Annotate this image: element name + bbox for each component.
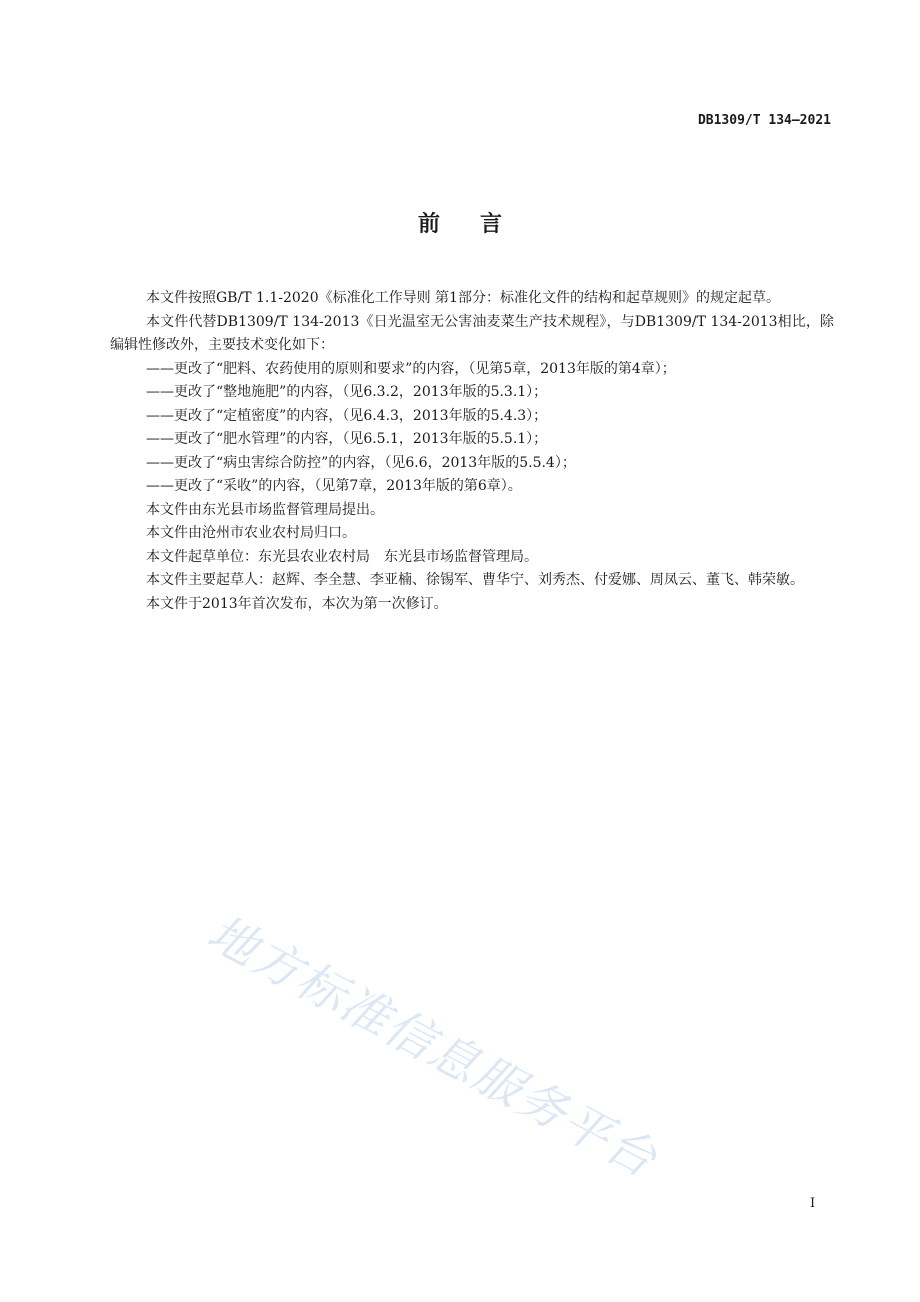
- change-item-1: ——更改了“肥料、农药使用的原则和要求”的内容，（见第5章，2013年版的第4章）；: [146, 360, 676, 377]
- watermark: 地方标准信息服务平台: [198, 904, 667, 1189]
- paragraph-centralized-unit: 本文件由沧州市农业农村局归口。: [146, 525, 356, 541]
- paragraph-replacement: 本文件代替DB1309/T 134-2013《日光温室无公害油麦菜生产技术规程》，与DB1309/T 134-2013相比，除编辑性修改外，主要技术变化如下：: [110, 313, 834, 353]
- change-item-5: ——更改了“病虫害综合防控”的内容，（见6.6，2013年版的5.5.4）；: [146, 454, 576, 471]
- change-item-2: ——更改了“整地施肥”的内容，（见6.3.2，2013年版的5.3.1）；: [146, 384, 548, 400]
- paragraph-drafting-units: 本文件起草单位：东光县农业农村局 东光县市场监督管理局。: [146, 548, 538, 565]
- change-item-4: ——更改了“肥水管理”的内容，（见6.5.1，2013年版的5.5.1）；: [146, 431, 548, 447]
- foreword-body: [110, 287, 834, 616]
- change-item-6: ——更改了“采收”的内容，（见第7章，2013年版的第6章）。: [146, 478, 522, 494]
- title-char-2: 言: [480, 212, 503, 237]
- paragraph-proposer: 本文件由东光县市场监督管理局提出。: [146, 501, 384, 518]
- paragraph-drafting-basis: 本文件按照GB/T 1.1-2020《标准化工作导则 第1部分：标准化文件的结构和起草规则》的规定起草。: [146, 290, 780, 306]
- page-number: I: [810, 1196, 816, 1211]
- change-item-3: ——更改了“定植密度”的内容，（见6.4.3，2013年版的5.4.3）；: [146, 407, 548, 424]
- standard-code: DB1309/T 134—2021: [697, 113, 831, 128]
- title-char-1: 前: [417, 212, 440, 237]
- paragraph-drafters: 本文件主要起草人：赵辉、李全慧、李亚楠、徐锡军、曹华宁、刘秀杰、付爱娜、周凤云、董飞、韩荣敏。: [146, 572, 804, 588]
- page-title: [0, 207, 920, 238]
- paragraph-revision-history: 本文件于2013年首次发布，本次为第一次修订。: [146, 595, 448, 612]
